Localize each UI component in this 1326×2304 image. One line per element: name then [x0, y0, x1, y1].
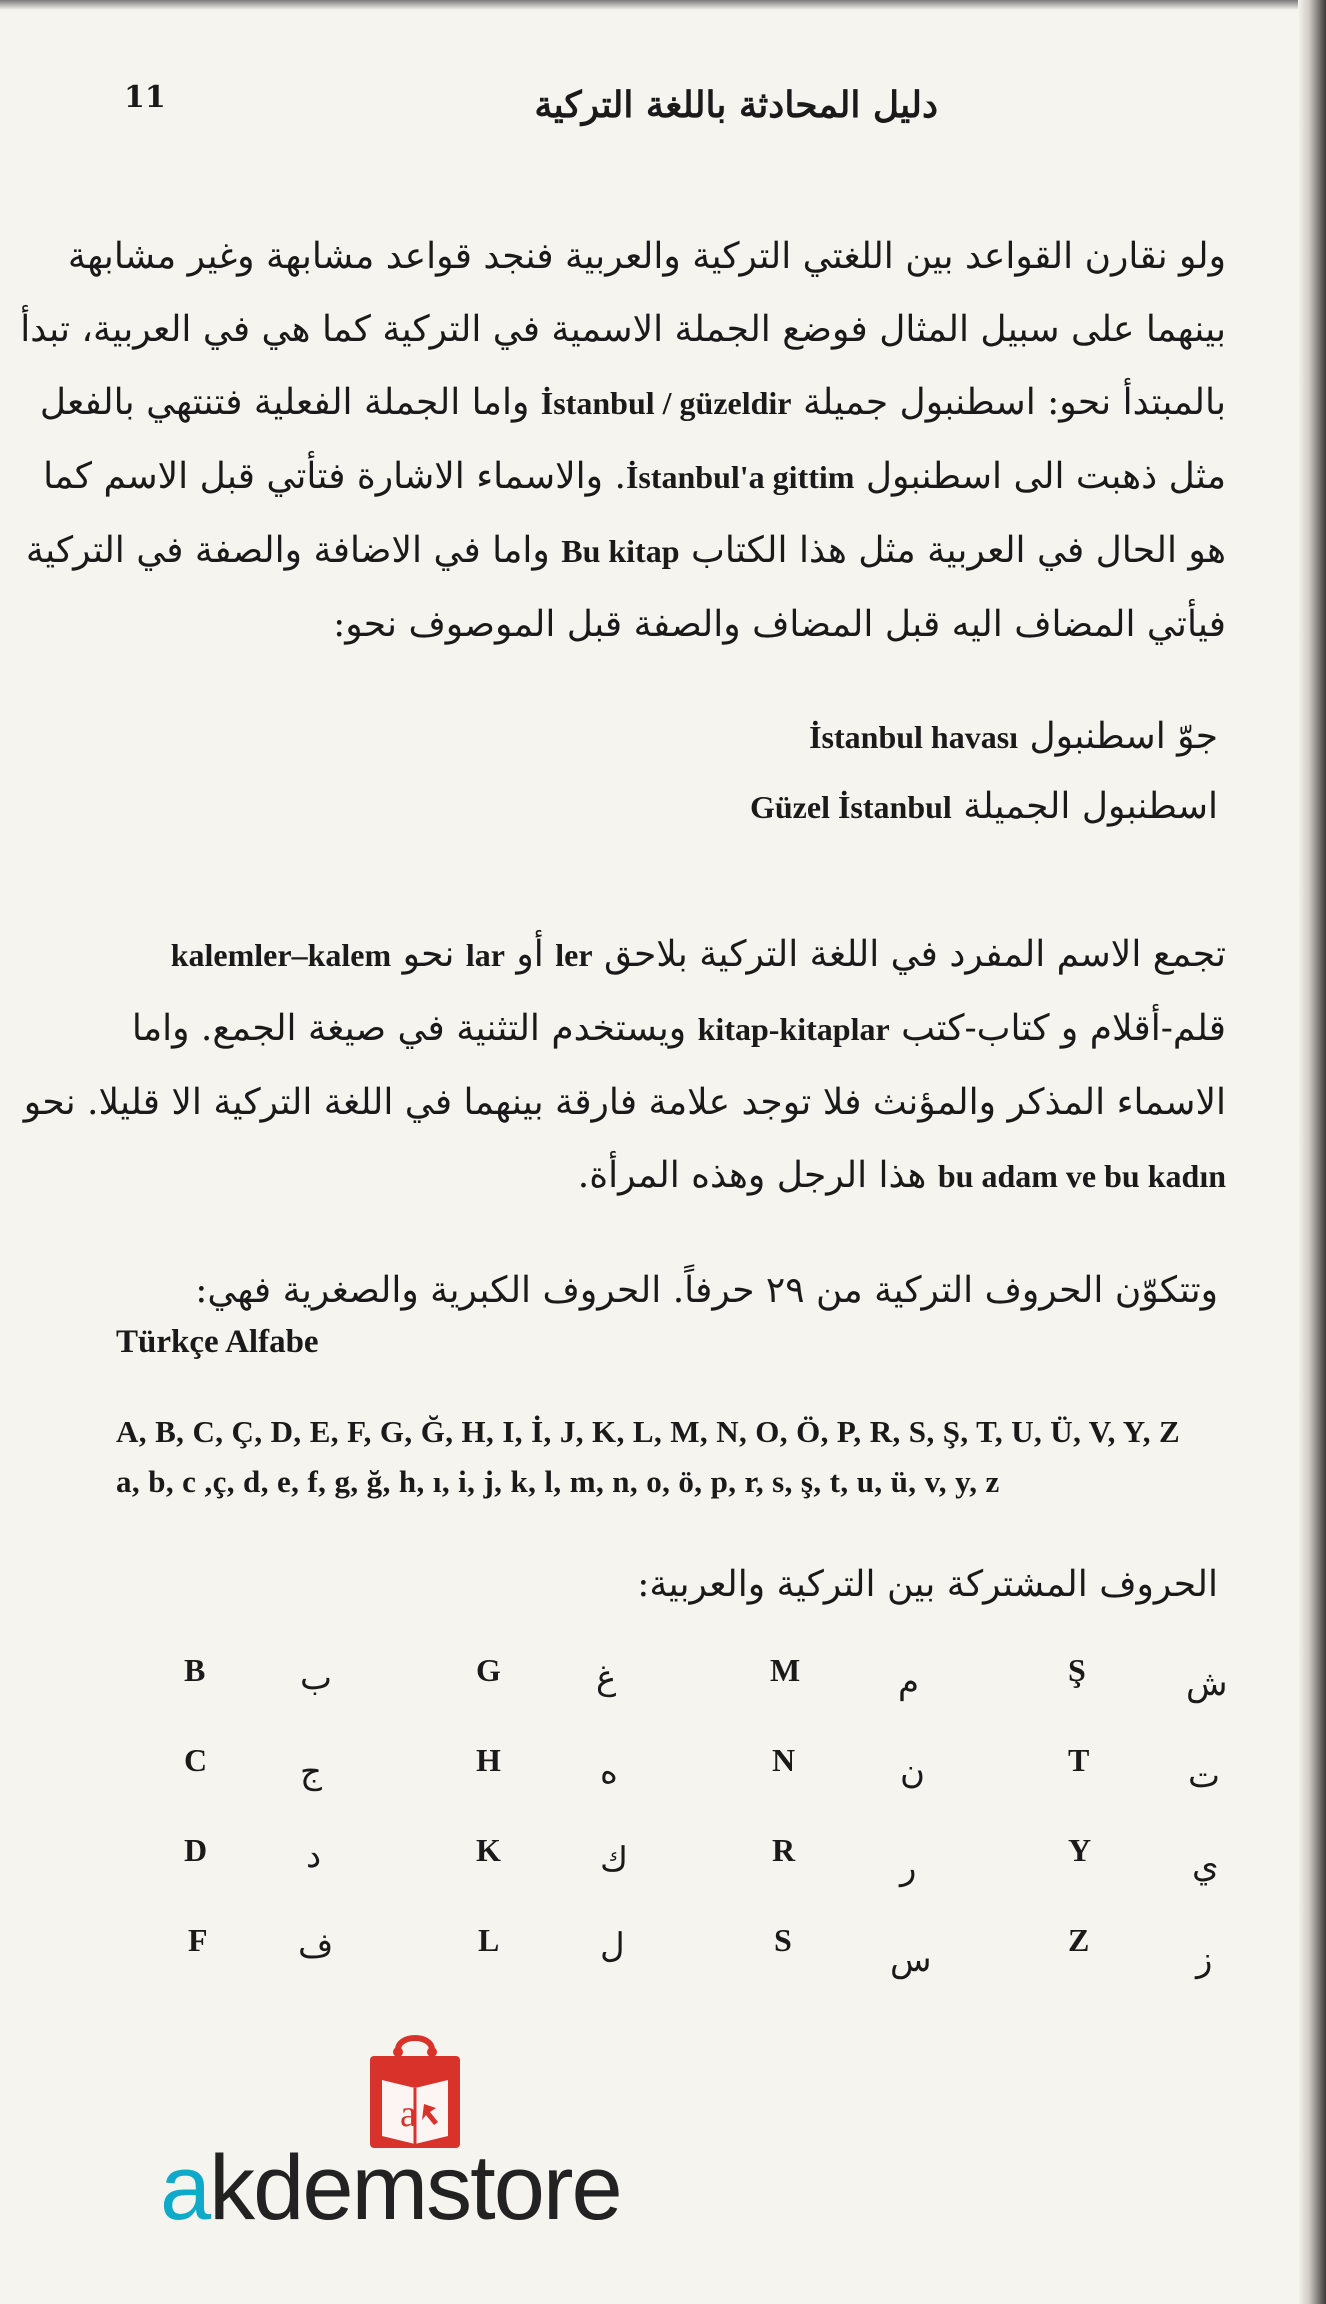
- text-run: . والاسماء الاشارة فتأتي قبل الاسم كما: [43, 456, 626, 497]
- paragraph-line: [116, 918, 1226, 992]
- paragraph-line: [25, 514, 1226, 588]
- latin-letter: H: [476, 1742, 501, 1778]
- text-run: مثل ذهبت الى اسطنبول: [865, 456, 1226, 497]
- arabic-letter: ت: [1188, 1756, 1221, 1796]
- alphabet-lowercase: a, b, c ,ç, d, e, f, g, ğ, h, ı, i, j, k, l, m, n, o, ö, p, r, s, ş, t, u, ü, v, y, z: [116, 1464, 1000, 1499]
- latin-letter: Z: [1068, 1922, 1090, 1958]
- page-top-edge: [0, 0, 1326, 10]
- latin-letter: D: [184, 1832, 208, 1868]
- turkish-example: kitap-kitaplar: [697, 1011, 890, 1047]
- example-turkish: İstanbul havası: [809, 719, 1019, 755]
- paragraph-plural-gender: [23, 918, 1226, 1213]
- running-head: دليل المحادثة باللغة التركية: [534, 84, 938, 126]
- text-run: أو: [516, 934, 544, 975]
- paragraph-grammar-comparison: [20, 220, 1226, 661]
- latin-letter: L: [478, 1922, 500, 1958]
- turkish-example: ler: [555, 937, 593, 973]
- page-number: 11: [124, 80, 166, 115]
- arabic-letter: س: [890, 1940, 932, 1980]
- latin-letter: K: [476, 1832, 501, 1868]
- example-turkish: Güzel İstanbul: [749, 789, 952, 825]
- arabic-letter: ه: [600, 1752, 618, 1792]
- text-run: هذا الرجل وهذه المرأة.: [577, 1155, 927, 1196]
- latin-letter: R: [772, 1832, 796, 1868]
- arabic-letter: ر: [900, 1848, 917, 1888]
- text-run: تجمع الاسم المفرد في اللغة التركية بلاحق: [604, 934, 1226, 975]
- arabic-letter: ل: [600, 1926, 625, 1966]
- alphabet-title: Türkçe Alfabe: [116, 1324, 319, 1360]
- turkish-example: bu adam ve bu kadın: [937, 1158, 1226, 1194]
- latin-letter: G: [476, 1652, 501, 1688]
- text-run: بالمبتدأ نحو: اسطنبول جميلة: [802, 382, 1226, 423]
- example-arabic: جوّ اسطنبول: [1029, 716, 1218, 757]
- latin-letter: T: [1068, 1742, 1090, 1778]
- arabic-letter: ن: [900, 1752, 925, 1792]
- paragraph-line: ولو نقارن القواعد بين اللغتي التركية والعربية فنجد قواعد مشابهة وغير مشابهة: [67, 236, 1226, 277]
- book-spine-shadow: [1298, 0, 1326, 2304]
- alphabet-uppercase: A, B, C, Ç, D, E, F, G, Ğ, H, I, İ, J, K, L, M, N, O, Ö, P, R, S, Ş, T, U, Ü, V, Y, Z: [116, 1414, 1181, 1449]
- latin-letter: B: [184, 1652, 206, 1688]
- paragraph-line: [116, 992, 1226, 1066]
- paragraph-line: الاسماء المذكر والمؤنث فلا توجد علامة فارقة بينهما في اللغة التركية الا قليلا. نحو: [23, 1082, 1226, 1123]
- turkish-example: lar: [465, 937, 505, 973]
- text-run: ويستخدم التثنية في صيغة الجمع. واما: [131, 1008, 687, 1049]
- text-run: واما في الاضافة والصفة في التركية: [25, 530, 550, 571]
- text-run: هو الحال في العربية مثل هذا الكتاب: [690, 530, 1226, 571]
- paragraph-line: [39, 366, 1226, 440]
- latin-letter: Ş: [1068, 1652, 1086, 1688]
- latin-letter: Y: [1068, 1832, 1092, 1868]
- logo-mark-letter: a: [400, 2093, 417, 2135]
- logo-wordmark: [160, 2136, 621, 2241]
- arabic-letter: د: [306, 1836, 322, 1876]
- arabic-letter: م: [898, 1662, 920, 1702]
- paragraph-line: [43, 440, 1226, 514]
- turkish-example: Bu kitap: [561, 533, 680, 569]
- arabic-letter: ج: [300, 1752, 322, 1792]
- latin-letter: S: [774, 1922, 792, 1958]
- shared-letters-heading: الحروف المشتركة بين التركية والعربية:: [637, 1564, 1218, 1605]
- latin-letter: C: [184, 1742, 208, 1778]
- arabic-letter: ز: [1196, 1940, 1213, 1980]
- arabic-letter: غ: [596, 1658, 617, 1698]
- alphabet-intro: وتتكوّن الحروف التركية من ٢٩ حرفاً. الحروف الكبرية والصغرية فهي:: [195, 1270, 1218, 1311]
- latin-letter: M: [770, 1652, 801, 1688]
- latin-letter: N: [772, 1742, 796, 1778]
- arabic-letter: ي: [1192, 1846, 1219, 1886]
- arabic-letter: ك: [600, 1840, 629, 1880]
- text-run: واما الجملة الفعلية فتنتهي بالفعل: [39, 382, 530, 423]
- logo-wordmark-prefix: a: [160, 2137, 210, 2239]
- logo-wordmark-rest: kdemstore: [209, 2137, 621, 2239]
- paragraph-line: بينهما على سبيل المثال فوضع الجملة الاسمية في التركية كما هي في العربية، تبدأ: [20, 309, 1226, 350]
- paragraph-line: فيأتي المضاف اليه قبل المضاف والصفة قبل الموصوف نحو:: [333, 604, 1226, 645]
- example-line: [750, 786, 1218, 827]
- arabic-letter: ب: [300, 1658, 333, 1698]
- example-line: [809, 716, 1218, 757]
- arabic-letter: ش: [1186, 1664, 1228, 1704]
- example-arabic: اسطنبول الجميلة: [963, 786, 1218, 827]
- arabic-letter: ف: [298, 1926, 334, 1966]
- turkish-example: kalemler–kalem: [170, 937, 392, 973]
- text-run: نحو: [402, 934, 455, 975]
- paragraph-line: [116, 1139, 1226, 1213]
- akdemstore-logo: [160, 2028, 720, 2248]
- turkish-example: İstanbul'a gittim: [625, 459, 855, 495]
- latin-letter: F: [188, 1922, 208, 1958]
- text-run: قلم-أقلام و كتاب-كتب: [901, 1008, 1226, 1049]
- turkish-example: İstanbul / güzeldir: [540, 385, 792, 421]
